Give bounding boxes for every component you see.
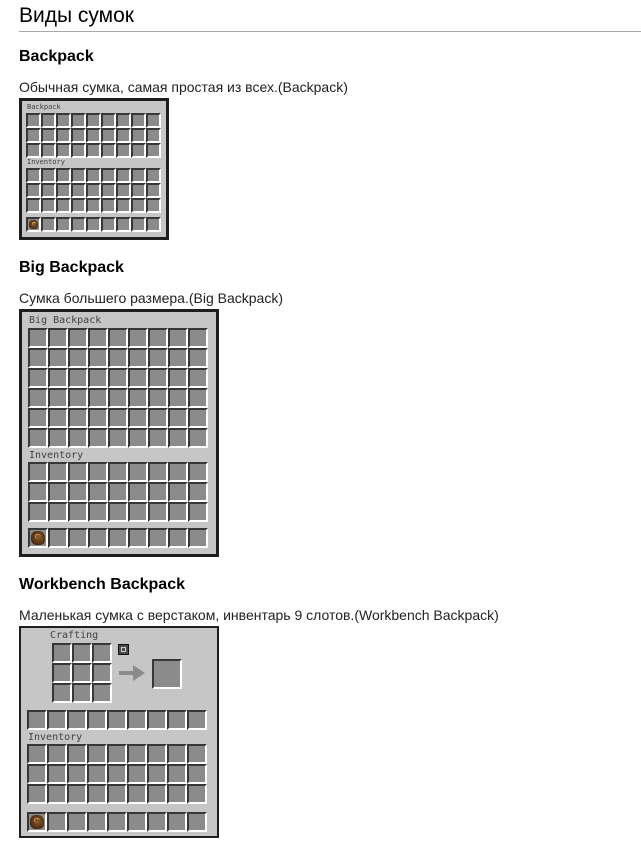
storage-slot[interactable] bbox=[127, 710, 147, 730]
storage-slot[interactable] bbox=[146, 128, 161, 143]
storage-slot[interactable] bbox=[108, 408, 128, 428]
inventory-slot[interactable] bbox=[148, 502, 168, 522]
storage-slot[interactable] bbox=[128, 328, 148, 348]
inventory-slot[interactable] bbox=[71, 183, 86, 198]
hotbar-slot[interactable] bbox=[167, 812, 187, 832]
storage-slot[interactable] bbox=[131, 113, 146, 128]
storage-slot[interactable] bbox=[88, 328, 108, 348]
hotbar-slot[interactable] bbox=[188, 528, 208, 548]
inventory-slot[interactable] bbox=[107, 784, 127, 804]
storage-slot[interactable] bbox=[68, 368, 88, 388]
section-description-workbench-backpack: Маленькая сумка с верстаком, инвентарь 9 слотов.(Workbench Backpack) bbox=[19, 607, 499, 623]
hotbar-slot[interactable] bbox=[101, 217, 116, 232]
inventory-slot[interactable] bbox=[86, 168, 101, 183]
storage-slot[interactable] bbox=[71, 143, 86, 158]
hotbar-slot[interactable] bbox=[127, 812, 147, 832]
inventory-slot[interactable] bbox=[56, 198, 71, 213]
hotbar-grid bbox=[26, 217, 161, 232]
storage-slot[interactable] bbox=[28, 328, 48, 348]
crafting-grid bbox=[52, 643, 112, 703]
inventory-slot[interactable] bbox=[131, 168, 146, 183]
storage-slot[interactable] bbox=[148, 408, 168, 428]
hotbar-slot[interactable] bbox=[87, 812, 107, 832]
inventory-slot[interactable] bbox=[101, 183, 116, 198]
storage-slot[interactable] bbox=[86, 128, 101, 143]
inventory-slot[interactable] bbox=[128, 502, 148, 522]
inventory-slot[interactable] bbox=[27, 764, 47, 784]
crafting-grid-slot[interactable] bbox=[72, 643, 92, 663]
inventory-slot[interactable] bbox=[28, 482, 48, 502]
inventory-slot[interactable] bbox=[86, 183, 101, 198]
section-title-big-backpack: Big Backpack bbox=[19, 259, 124, 276]
storage-slot[interactable] bbox=[71, 128, 86, 143]
crafting-grid-slot[interactable] bbox=[92, 663, 112, 683]
storage-slot[interactable] bbox=[48, 428, 68, 448]
crafting-grid-slot[interactable] bbox=[52, 683, 72, 703]
storage-slot[interactable] bbox=[168, 368, 188, 388]
hotbar-slot[interactable] bbox=[88, 528, 108, 548]
storage-slot[interactable] bbox=[147, 710, 167, 730]
crafting-grid-slot[interactable] bbox=[92, 643, 112, 663]
storage-slot[interactable] bbox=[148, 348, 168, 368]
storage-slot[interactable] bbox=[101, 128, 116, 143]
inventory-slot[interactable] bbox=[88, 502, 108, 522]
hotbar-slot[interactable] bbox=[187, 812, 207, 832]
storage-slot[interactable] bbox=[47, 710, 67, 730]
inventory-slot[interactable] bbox=[108, 502, 128, 522]
storage-grid bbox=[28, 328, 208, 448]
inventory-slot[interactable] bbox=[56, 168, 71, 183]
inventory-slot[interactable] bbox=[71, 168, 86, 183]
backpack-item-icon bbox=[30, 815, 44, 829]
storage-slot[interactable] bbox=[28, 368, 48, 388]
backpack-item-icon bbox=[29, 220, 38, 229]
storage-slot[interactable] bbox=[48, 388, 68, 408]
storage-slot[interactable] bbox=[188, 428, 208, 448]
storage-slot[interactable] bbox=[116, 128, 131, 143]
gui-label-big-backpack: Big Backpack bbox=[29, 315, 102, 326]
crafting-grid-slot[interactable] bbox=[72, 663, 92, 683]
backpack-gui bbox=[19, 98, 169, 240]
storage-slot[interactable] bbox=[128, 348, 148, 368]
storage-slot[interactable] bbox=[68, 328, 88, 348]
storage-slot[interactable] bbox=[148, 328, 168, 348]
inventory-slot[interactable] bbox=[48, 482, 68, 502]
storage-slot[interactable] bbox=[188, 328, 208, 348]
storage-slot[interactable] bbox=[86, 143, 101, 158]
section-description-backpack: Обычная сумка, самая простая из всех.(Backpack) bbox=[19, 79, 348, 95]
storage-slot[interactable] bbox=[26, 143, 41, 158]
inventory-slot[interactable] bbox=[131, 183, 146, 198]
inventory-slot[interactable] bbox=[107, 764, 127, 784]
hotbar-slot[interactable] bbox=[26, 217, 41, 232]
section-title-backpack: Backpack bbox=[19, 48, 94, 65]
storage-slot[interactable] bbox=[108, 368, 128, 388]
storage-slot[interactable] bbox=[146, 143, 161, 158]
inventory-slot[interactable] bbox=[27, 744, 47, 764]
inventory-slot[interactable] bbox=[87, 764, 107, 784]
storage-slot[interactable] bbox=[148, 368, 168, 388]
inventory-slot[interactable] bbox=[167, 764, 187, 784]
storage-slot[interactable] bbox=[27, 710, 47, 730]
page-heading: Виды сумок bbox=[19, 3, 641, 32]
storage-grid bbox=[27, 710, 207, 730]
inventory-slot[interactable] bbox=[131, 198, 146, 213]
storage-slot[interactable] bbox=[56, 113, 71, 128]
storage-slot[interactable] bbox=[68, 408, 88, 428]
storage-slot[interactable] bbox=[108, 328, 128, 348]
storage-slot[interactable] bbox=[26, 128, 41, 143]
storage-slot[interactable] bbox=[107, 710, 127, 730]
inventory-slot[interactable] bbox=[168, 482, 188, 502]
gui-label-inventory: Inventory bbox=[29, 450, 84, 461]
inventory-slot[interactable] bbox=[147, 764, 167, 784]
inventory-slot[interactable] bbox=[188, 462, 208, 482]
inventory-slot[interactable] bbox=[48, 502, 68, 522]
storage-slot[interactable] bbox=[148, 388, 168, 408]
inventory-slot[interactable] bbox=[67, 764, 87, 784]
inventory-slot[interactable] bbox=[28, 502, 48, 522]
inventory-slot[interactable] bbox=[86, 198, 101, 213]
storage-slot[interactable] bbox=[101, 113, 116, 128]
hotbar-slot[interactable] bbox=[168, 528, 188, 548]
inventory-slot[interactable] bbox=[48, 462, 68, 482]
crafting-arrow-icon bbox=[119, 668, 145, 678]
storage-slot[interactable] bbox=[56, 128, 71, 143]
inventory-grid bbox=[28, 462, 208, 522]
storage-slot[interactable] bbox=[131, 143, 146, 158]
section-title-workbench-backpack: Workbench Backpack bbox=[19, 576, 185, 593]
storage-slot[interactable] bbox=[168, 328, 188, 348]
storage-slot[interactable] bbox=[187, 710, 207, 730]
inventory-slot[interactable] bbox=[26, 168, 41, 183]
hotbar-slot[interactable] bbox=[71, 217, 86, 232]
inventory-slot[interactable] bbox=[127, 764, 147, 784]
inventory-slot[interactable] bbox=[41, 183, 56, 198]
hotbar-slot[interactable] bbox=[131, 217, 146, 232]
inventory-slot[interactable] bbox=[146, 168, 161, 183]
inventory-slot[interactable] bbox=[101, 168, 116, 183]
inventory-slot[interactable] bbox=[101, 198, 116, 213]
inventory-slot[interactable] bbox=[87, 784, 107, 804]
storage-slot[interactable] bbox=[26, 113, 41, 128]
inventory-slot[interactable] bbox=[128, 482, 148, 502]
storage-slot[interactable] bbox=[88, 388, 108, 408]
inventory-slot[interactable] bbox=[68, 502, 88, 522]
storage-slot[interactable] bbox=[108, 388, 128, 408]
storage-slot[interactable] bbox=[88, 348, 108, 368]
gui-label-inventory: Inventory bbox=[27, 158, 65, 166]
inventory-slot[interactable] bbox=[146, 183, 161, 198]
inventory-slot[interactable] bbox=[26, 198, 41, 213]
inventory-slot[interactable] bbox=[187, 744, 207, 764]
storage-grid bbox=[26, 113, 161, 158]
storage-slot[interactable] bbox=[128, 368, 148, 388]
inventory-slot[interactable] bbox=[108, 482, 128, 502]
inventory-slot[interactable] bbox=[116, 168, 131, 183]
storage-slot[interactable] bbox=[86, 113, 101, 128]
storage-slot[interactable] bbox=[116, 143, 131, 158]
crafting-grid-slot[interactable] bbox=[52, 643, 72, 663]
storage-slot[interactable] bbox=[88, 368, 108, 388]
inventory-grid bbox=[27, 744, 207, 804]
crafting-result-slot[interactable] bbox=[152, 659, 182, 689]
storage-slot[interactable] bbox=[28, 428, 48, 448]
storage-slot[interactable] bbox=[168, 388, 188, 408]
inventory-slot[interactable] bbox=[27, 784, 47, 804]
inventory-slot[interactable] bbox=[127, 744, 147, 764]
inventory-slot[interactable] bbox=[41, 168, 56, 183]
hotbar-slot[interactable] bbox=[47, 812, 67, 832]
inventory-slot[interactable] bbox=[147, 784, 167, 804]
storage-slot[interactable] bbox=[168, 428, 188, 448]
storage-slot[interactable] bbox=[167, 710, 187, 730]
storage-slot[interactable] bbox=[88, 408, 108, 428]
big-backpack-gui bbox=[19, 309, 219, 557]
storage-slot[interactable] bbox=[48, 328, 68, 348]
section-description-big-backpack: Сумка большего размера.(Big Backpack) bbox=[19, 290, 283, 306]
inventory-slot[interactable] bbox=[88, 482, 108, 502]
hotbar-slot[interactable] bbox=[67, 812, 87, 832]
inventory-grid bbox=[26, 168, 161, 213]
workbench-backpack-gui bbox=[19, 626, 219, 838]
storage-slot[interactable] bbox=[87, 710, 107, 730]
crafting-grid-slot[interactable] bbox=[92, 683, 112, 703]
storage-slot[interactable] bbox=[48, 408, 68, 428]
inventory-slot[interactable] bbox=[148, 462, 168, 482]
storage-slot[interactable] bbox=[108, 428, 128, 448]
hotbar-slot[interactable] bbox=[128, 528, 148, 548]
inventory-slot[interactable] bbox=[127, 784, 147, 804]
storage-slot[interactable] bbox=[168, 348, 188, 368]
storage-slot[interactable] bbox=[28, 388, 48, 408]
inventory-slot[interactable] bbox=[47, 764, 67, 784]
crafting-grid-slot[interactable] bbox=[72, 683, 92, 703]
storage-slot[interactable] bbox=[28, 408, 48, 428]
inventory-slot[interactable] bbox=[167, 744, 187, 764]
inventory-slot[interactable] bbox=[88, 462, 108, 482]
storage-slot[interactable] bbox=[128, 428, 148, 448]
inventory-slot[interactable] bbox=[26, 183, 41, 198]
storage-slot[interactable] bbox=[68, 348, 88, 368]
inventory-slot[interactable] bbox=[67, 744, 87, 764]
storage-slot[interactable] bbox=[188, 408, 208, 428]
inventory-slot[interactable] bbox=[47, 744, 67, 764]
storage-slot[interactable] bbox=[188, 348, 208, 368]
storage-slot[interactable] bbox=[128, 388, 148, 408]
hotbar-slot[interactable] bbox=[108, 528, 128, 548]
inventory-slot[interactable] bbox=[56, 183, 71, 198]
hotbar-slot[interactable] bbox=[86, 217, 101, 232]
storage-slot[interactable] bbox=[56, 143, 71, 158]
hotbar-slot[interactable] bbox=[146, 217, 161, 232]
inventory-slot[interactable] bbox=[128, 462, 148, 482]
backpack-item-icon bbox=[31, 531, 45, 545]
inventory-slot[interactable] bbox=[116, 198, 131, 213]
inventory-slot[interactable] bbox=[147, 744, 167, 764]
storage-slot[interactable] bbox=[188, 368, 208, 388]
storage-slot[interactable] bbox=[148, 428, 168, 448]
inventory-slot[interactable] bbox=[68, 462, 88, 482]
hotbar-slot[interactable] bbox=[48, 528, 68, 548]
inventory-slot[interactable] bbox=[28, 462, 48, 482]
storage-slot[interactable] bbox=[128, 408, 148, 428]
hotbar-grid bbox=[27, 812, 207, 832]
gui-label-backpack: Backpack bbox=[27, 103, 61, 111]
inventory-slot[interactable] bbox=[107, 744, 127, 764]
hotbar-slot[interactable] bbox=[28, 528, 48, 548]
inventory-slot[interactable] bbox=[146, 198, 161, 213]
hotbar-slot[interactable] bbox=[56, 217, 71, 232]
inventory-slot[interactable] bbox=[68, 482, 88, 502]
inventory-slot[interactable] bbox=[41, 198, 56, 213]
inventory-slot[interactable] bbox=[168, 502, 188, 522]
storage-slot[interactable] bbox=[188, 388, 208, 408]
inventory-slot[interactable] bbox=[188, 502, 208, 522]
storage-slot[interactable] bbox=[88, 428, 108, 448]
storage-slot[interactable] bbox=[116, 113, 131, 128]
storage-slot[interactable] bbox=[67, 710, 87, 730]
crafting-grid-slot[interactable] bbox=[52, 663, 72, 683]
storage-slot[interactable] bbox=[48, 368, 68, 388]
storage-slot[interactable] bbox=[48, 348, 68, 368]
inventory-slot[interactable] bbox=[116, 183, 131, 198]
storage-slot[interactable] bbox=[68, 388, 88, 408]
hotbar-slot[interactable] bbox=[107, 812, 127, 832]
storage-slot[interactable] bbox=[146, 113, 161, 128]
hotbar-slot[interactable] bbox=[41, 217, 56, 232]
storage-slot[interactable] bbox=[41, 113, 56, 128]
hotbar-grid bbox=[28, 528, 208, 548]
gui-label-inventory: Inventory bbox=[28, 732, 83, 743]
inventory-slot[interactable] bbox=[108, 462, 128, 482]
hotbar-slot[interactable] bbox=[68, 528, 88, 548]
inventory-slot[interactable] bbox=[187, 764, 207, 784]
storage-slot[interactable] bbox=[41, 128, 56, 143]
storage-slot[interactable] bbox=[101, 143, 116, 158]
inventory-slot[interactable] bbox=[71, 198, 86, 213]
storage-slot[interactable] bbox=[131, 128, 146, 143]
inventory-slot[interactable] bbox=[187, 784, 207, 804]
storage-slot[interactable] bbox=[28, 348, 48, 368]
inventory-slot[interactable] bbox=[167, 784, 187, 804]
recipe-book-icon[interactable] bbox=[118, 644, 129, 655]
gui-label-crafting: Crafting bbox=[50, 630, 99, 641]
storage-slot[interactable] bbox=[68, 428, 88, 448]
hotbar-slot[interactable] bbox=[27, 812, 47, 832]
storage-slot[interactable] bbox=[41, 143, 56, 158]
hotbar-slot[interactable] bbox=[148, 528, 168, 548]
inventory-slot[interactable] bbox=[87, 744, 107, 764]
inventory-slot[interactable] bbox=[168, 462, 188, 482]
storage-slot[interactable] bbox=[108, 348, 128, 368]
inventory-slot[interactable] bbox=[148, 482, 168, 502]
storage-slot[interactable] bbox=[71, 113, 86, 128]
inventory-slot[interactable] bbox=[67, 784, 87, 804]
storage-slot[interactable] bbox=[168, 408, 188, 428]
inventory-slot[interactable] bbox=[188, 482, 208, 502]
hotbar-slot[interactable] bbox=[147, 812, 167, 832]
hotbar-slot[interactable] bbox=[116, 217, 131, 232]
inventory-slot[interactable] bbox=[47, 784, 67, 804]
